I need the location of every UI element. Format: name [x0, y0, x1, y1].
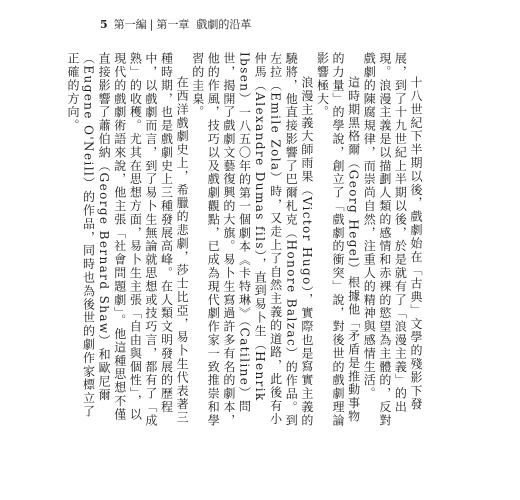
body-text — [64, 52, 423, 430]
paragraph-hegel: 這時期黑格爾（Georg Hegel）根據他「矛盾是推動事物的力量」的學說，創立了「戲劇的衝突」說，對後世的戲劇理論影響極大。 — [315, 52, 361, 428]
page-number: 5 — [100, 18, 108, 31]
chapter-title: 戲劇的沿革 — [196, 18, 252, 31]
part-label: 第一編 — [113, 18, 147, 31]
running-head — [100, 19, 251, 31]
paragraph-drama-peaks: 在西洋戲劇史上，希臘的悲劇，莎士比亞，易卜生代表著三種時期，也是戲劇史上三種發展高峰。在人類文明發展的歷程中，以戲劇而言，到了易卜生無論就思想或技巧言，都有了「成熟」的收穫。尤其在思想方面，易卜生主張「自由與個性」，以現代的戲劇術語來說，他主張「社會問題劇」。他這種思想不僅直接影響了蕭伯納（George Bernard Shaw）和歐尼爾（Eugene O'Neill）的作品，同時也為後世的劇作家標立了正確的方向。 — [65, 52, 190, 428]
head-separator: | — [149, 18, 154, 31]
chapter-label: 第一章 — [156, 18, 190, 31]
paragraph-romanticism: 十八世紀下半期以後，戲劇始在「古典」文學的殘影下發展，到了十九世紀上半期以後，於是就有了「浪漫主義」的出現。浪漫主義是以描劃人類的感情和赤裸的慾望為主體的，反對戲劇的陳腐規律，而崇尚自然，注重人的精神與感情生活。 — [362, 52, 423, 428]
paragraph-realism-ibsen: 浪漫主義大師雨果（Victor Hugo），實際也是寫實主義的驍將，他直接影響了巴爾札克（Honore Balzac）的作品。到左拉（Emile Zola）時，又走上了自然主義的道路，此後有小仲馬（Alexandre Dumas fils），直到易卜生（Henrik Ibsen）一八五〇年的第一個劇本《卡特琳》（Catiline）問世，揭開了戲劇文藝復興的大旗。易卜生寫過許多有名的劇本，他的作風，技巧以及戲劇觀點，已成為現代劇作家一致推崇和學習的圭臬。 — [190, 52, 314, 428]
